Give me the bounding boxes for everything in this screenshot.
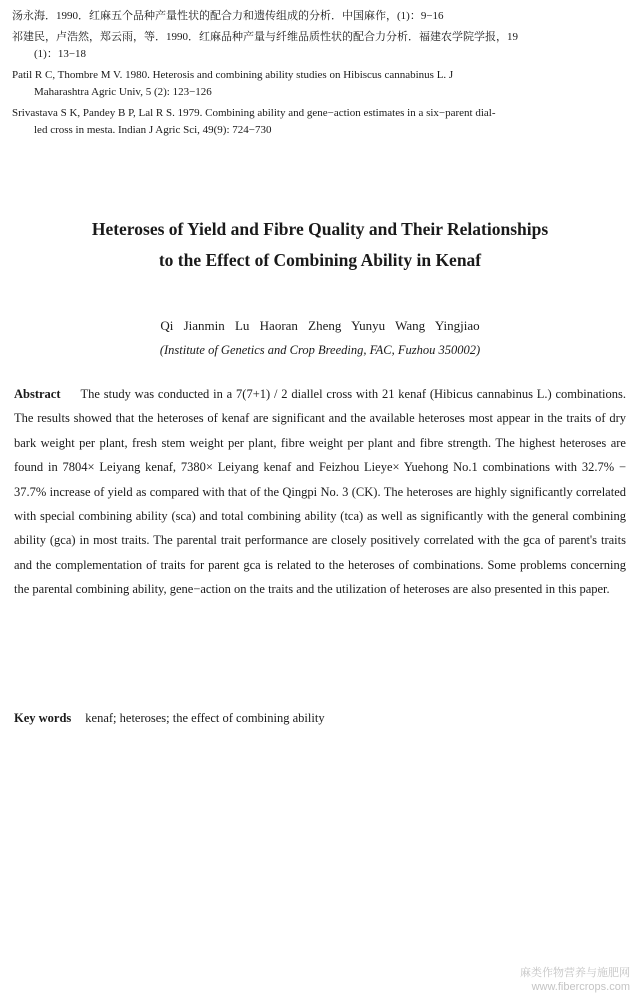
reference-3 bbox=[12, 67, 632, 101]
reference-4-line-2: led cross in mesta. Indian J Agric Sci, 49(9): 724−730 bbox=[34, 124, 272, 136]
reference-3-line-1: Patil R C, Thombre M V. 1980. Heterosis and combining ability studies on Hibiscus cannabinus L. J bbox=[12, 69, 454, 81]
reference-1 bbox=[12, 8, 632, 25]
reference-2 bbox=[12, 29, 632, 63]
reference-2-line-1: 祁建民，卢浩然，郑云雨，等．1990．红麻品种产量与纤维品质性状的配合力分析．福建农学院学报，19 bbox=[12, 31, 518, 43]
keywords-line bbox=[14, 708, 626, 728]
keywords-label: Key words bbox=[14, 711, 72, 725]
reference-4 bbox=[12, 105, 632, 139]
reference-2-line-2: (1)：13−18 bbox=[34, 48, 87, 60]
abstract-label: Abstract bbox=[14, 387, 61, 401]
authors-line: Qi Jianmin Lu Haoran Zheng Yunyu Wang Yingjiao bbox=[160, 318, 480, 333]
reference-3-line-2: Maharashtra Agric Univ, 5 (2): 123−126 bbox=[34, 86, 212, 98]
watermark-line-2: www.fibercrops.com bbox=[531, 981, 630, 993]
abstract-paragraph bbox=[14, 382, 626, 602]
reference-1-line-1: 汤永海．1990．红麻五个品种产量性状的配合力和遗传组成的分析．中国麻作，(1)：9−16 bbox=[12, 10, 444, 22]
paper-title bbox=[20, 214, 620, 276]
affiliation-line: (Institute of Genetics and Crop Breeding, FAC, Fuzhou 350002) bbox=[159, 343, 481, 357]
abstract-text: The study was conducted in a 7(7+1) / 2 diallel cross with 21 kenaf (Hibicus cannabinus L.) combinations. The results showed that the heteroses of kenaf are significant and the available heteroses most appear in the traits of dry bark weight per plant, fresh stem weight per plant, fibre weight per plant and fibre strength. The highest heteroses are found in 7804× Leiyang kenaf, 7380× Leiyang kenaf and Feizhou Lieye× Yuehong No.1 combinations with 32.7% − 37.7% increase of yield as compared with that of the Qingpi No. 3 (CK). The heteroses are highly significantly correlated with special combining ability (sca) and total combining ability (tca) as well as significantly with the general combining ability (gca) in most traits. The parental trait performance are closely positively correlated with the gca of parent's traits and the complementation of traits for parent gca is related to the heteroses of combinations. Some problems concerning the parental combining ability, gene−action on the traits and the utilization of heteroses are also presented in this paper. bbox=[14, 387, 626, 597]
watermark bbox=[520, 966, 630, 994]
keywords-text: kenaf; heteroses; the effect of combining ability bbox=[85, 711, 325, 725]
watermark-line-1: 麻类作物营养与施肥网 bbox=[520, 967, 630, 979]
paper-title-line-2: to the Effect of Combining Ability in Kenaf bbox=[158, 250, 482, 270]
references-list bbox=[12, 8, 632, 143]
reference-4-line-1: Srivastava S K, Pandey B P, Lal R S. 1979. Combining ability and gene−action estimates in a six−parent dial- bbox=[12, 107, 496, 119]
paper-title-line-1: Heteroses of Yield and Fibre Quality and Their Relationships bbox=[91, 219, 549, 239]
